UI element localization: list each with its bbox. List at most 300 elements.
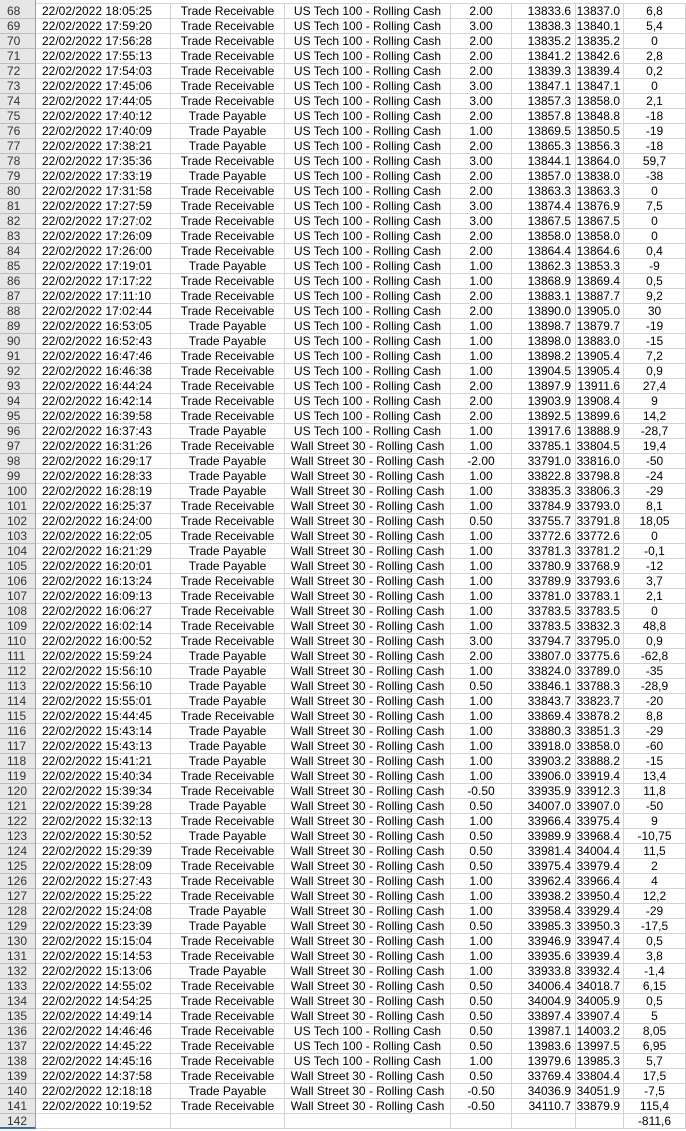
cell-open-price[interactable]: 33946.9 (512, 934, 576, 949)
cell-quantity[interactable]: 1.00 (451, 739, 512, 754)
cell-datetime[interactable]: 22/02/2022 17:27:59 (36, 199, 171, 214)
cell-datetime[interactable]: 22/02/2022 17:26:09 (36, 229, 171, 244)
cell-close-price[interactable]: 33950.3 (576, 919, 624, 934)
cell-type[interactable]: Trade Receivable (171, 1039, 285, 1054)
row-number[interactable]: 96 (0, 424, 36, 439)
cell-close-price[interactable]: 13847.1 (576, 79, 624, 94)
cell-quantity[interactable]: -2.00 (451, 454, 512, 469)
row-number[interactable]: 89 (0, 319, 36, 334)
cell-datetime[interactable]: 22/02/2022 16:52:43 (36, 334, 171, 349)
row-number[interactable]: 133 (0, 979, 36, 994)
cell-type[interactable]: Trade Payable (171, 964, 285, 979)
cell-datetime[interactable]: 22/02/2022 15:30:52 (36, 829, 171, 844)
cell-profit-loss[interactable]: -19 (624, 319, 686, 334)
cell-open-price[interactable]: 13847.1 (512, 79, 576, 94)
cell-datetime[interactable]: 22/02/2022 17:17:22 (36, 274, 171, 289)
cell-open-price[interactable]: 33781.0 (512, 589, 576, 604)
cell-open-price[interactable]: 33772.6 (512, 529, 576, 544)
cell-datetime[interactable]: 22/02/2022 17:59:20 (36, 19, 171, 34)
cell-quantity[interactable]: 1.00 (451, 334, 512, 349)
cell-quantity[interactable]: 1.00 (451, 589, 512, 604)
cell-open-price[interactable]: 34006.4 (512, 979, 576, 994)
cell-profit-loss[interactable]: 0,9 (624, 364, 686, 379)
cell-instrument[interactable]: US Tech 100 - Rolling Cash (285, 274, 451, 289)
cell-profit-loss[interactable]: -18 (624, 139, 686, 154)
cell-quantity[interactable]: 1.00 (451, 1054, 512, 1069)
cell-open-price[interactable]: 13862.3 (512, 259, 576, 274)
cell-close-price[interactable]: 33979.4 (576, 859, 624, 874)
cell-close-price[interactable]: 33781.2 (576, 544, 624, 559)
cell-open-price[interactable]: 13838.3 (512, 19, 576, 34)
cell-profit-loss[interactable]: -19 (624, 124, 686, 139)
cell-instrument[interactable]: US Tech 100 - Rolling Cash (285, 304, 451, 319)
cell-datetime[interactable]: 22/02/2022 16:24:00 (36, 514, 171, 529)
cell-datetime[interactable]: 22/02/2022 15:39:34 (36, 784, 171, 799)
cell-type[interactable]: Trade Receivable (171, 289, 285, 304)
cell-close-price[interactable]: 13887.7 (576, 289, 624, 304)
cell-close-price[interactable]: 13985.3 (576, 1054, 624, 1069)
cell-close-price[interactable]: 34018.7 (576, 979, 624, 994)
cell-close-price[interactable]: 33772.6 (576, 529, 624, 544)
cell-close-price[interactable]: 33791.8 (576, 514, 624, 529)
cell-quantity[interactable]: 3.00 (451, 214, 512, 229)
cell-quantity[interactable]: 2.00 (451, 409, 512, 424)
cell-quantity[interactable]: 2.00 (451, 379, 512, 394)
cell-quantity[interactable]: 1.00 (451, 259, 512, 274)
cell-open-price[interactable]: 34004.9 (512, 994, 576, 1009)
row-number[interactable]: 85 (0, 259, 36, 274)
cell-datetime[interactable]: 22/02/2022 14:46:46 (36, 1024, 171, 1039)
row-number[interactable]: 109 (0, 619, 36, 634)
cell-type[interactable]: Trade Receivable (171, 814, 285, 829)
cell-open-price[interactable]: 33869.4 (512, 709, 576, 724)
row-number[interactable]: 110 (0, 634, 36, 649)
row-number[interactable]: 132 (0, 964, 36, 979)
cell-quantity[interactable]: 1.00 (451, 604, 512, 619)
cell-instrument[interactable]: Wall Street 30 - Rolling Cash (285, 844, 451, 859)
cell-type[interactable]: Trade Receivable (171, 439, 285, 454)
cell-type[interactable]: Trade Payable (171, 829, 285, 844)
row-number[interactable]: 106 (0, 574, 36, 589)
cell-open-price[interactable]: 33966.4 (512, 814, 576, 829)
cell-quantity[interactable]: 0.50 (451, 919, 512, 934)
cell-type[interactable]: Trade Receivable (171, 364, 285, 379)
cell-open-price[interactable]: 33822.8 (512, 469, 576, 484)
cell-profit-loss[interactable]: -1,4 (624, 964, 686, 979)
cell-quantity[interactable]: 3.00 (451, 199, 512, 214)
cell-datetime[interactable]: 22/02/2022 15:59:24 (36, 649, 171, 664)
cell-close-price[interactable]: 13840.1 (576, 19, 624, 34)
cell-datetime[interactable]: 22/02/2022 15:13:06 (36, 964, 171, 979)
cell-close-price[interactable]: 33793.0 (576, 499, 624, 514)
cell-datetime[interactable]: 22/02/2022 15:39:28 (36, 799, 171, 814)
cell-close-price[interactable]: 33879.9 (576, 1099, 624, 1114)
cell-instrument[interactable]: Wall Street 30 - Rolling Cash (285, 964, 451, 979)
cell-profit-loss[interactable]: -10,75 (624, 829, 686, 844)
cell-type[interactable]: Trade Receivable (171, 4, 285, 19)
cell-quantity[interactable]: 1.00 (451, 544, 512, 559)
cell-open-price[interactable]: 13858.0 (512, 229, 576, 244)
cell-open-price[interactable]: 33780.9 (512, 559, 576, 574)
cell-datetime[interactable]: 22/02/2022 17:40:12 (36, 109, 171, 124)
cell-instrument[interactable]: US Tech 100 - Rolling Cash (285, 259, 451, 274)
cell-instrument[interactable]: Wall Street 30 - Rolling Cash (285, 649, 451, 664)
row-number[interactable]: 115 (0, 709, 36, 724)
cell-type[interactable]: Trade Payable (171, 754, 285, 769)
cell-quantity[interactable]: 2.00 (451, 49, 512, 64)
cell-quantity[interactable] (451, 1114, 512, 1129)
cell-instrument[interactable]: Wall Street 30 - Rolling Cash (285, 784, 451, 799)
cell-close-price[interactable]: 33907.0 (576, 799, 624, 814)
cell-instrument[interactable]: Wall Street 30 - Rolling Cash (285, 634, 451, 649)
row-number[interactable]: 100 (0, 484, 36, 499)
cell-instrument[interactable]: Wall Street 30 - Rolling Cash (285, 679, 451, 694)
cell-profit-loss[interactable]: 0,4 (624, 244, 686, 259)
cell-datetime[interactable]: 22/02/2022 16:53:05 (36, 319, 171, 334)
cell-datetime[interactable]: 22/02/2022 14:55:02 (36, 979, 171, 994)
cell-instrument[interactable]: Wall Street 30 - Rolling Cash (285, 709, 451, 724)
cell-open-price[interactable] (512, 1114, 576, 1129)
cell-instrument[interactable]: Wall Street 30 - Rolling Cash (285, 499, 451, 514)
cell-open-price[interactable]: 34110.7 (512, 1099, 576, 1114)
cell-close-price[interactable]: 13853.3 (576, 259, 624, 274)
cell-open-price[interactable]: 33846.1 (512, 679, 576, 694)
cell-close-price[interactable]: 13848.8 (576, 109, 624, 124)
cell-open-price[interactable]: 13987.1 (512, 1024, 576, 1039)
cell-instrument[interactable]: Wall Street 30 - Rolling Cash (285, 829, 451, 844)
cell-instrument[interactable]: US Tech 100 - Rolling Cash (285, 19, 451, 34)
cell-datetime[interactable]: 22/02/2022 16:22:05 (36, 529, 171, 544)
cell-quantity[interactable]: 2.00 (451, 229, 512, 244)
cell-close-price[interactable]: 13899.6 (576, 409, 624, 424)
cell-profit-loss[interactable]: 27,4 (624, 379, 686, 394)
cell-type[interactable]: Trade Payable (171, 664, 285, 679)
cell-open-price[interactable]: 13863.3 (512, 184, 576, 199)
cell-type[interactable]: Trade Receivable (171, 394, 285, 409)
cell-instrument[interactable]: Wall Street 30 - Rolling Cash (285, 1099, 451, 1114)
cell-close-price[interactable]: 33783.1 (576, 589, 624, 604)
cell-close-price[interactable]: 13838.0 (576, 169, 624, 184)
row-number[interactable]: 76 (0, 124, 36, 139)
cell-open-price[interactable]: 34007.0 (512, 799, 576, 814)
cell-profit-loss[interactable]: 0,9 (624, 634, 686, 649)
cell-type[interactable]: Trade Receivable (171, 214, 285, 229)
cell-open-price[interactable]: 33989.9 (512, 829, 576, 844)
cell-profit-loss[interactable]: 2,8 (624, 49, 686, 64)
cell-instrument[interactable]: Wall Street 30 - Rolling Cash (285, 454, 451, 469)
cell-instrument[interactable]: US Tech 100 - Rolling Cash (285, 64, 451, 79)
cell-instrument[interactable]: Wall Street 30 - Rolling Cash (285, 694, 451, 709)
cell-datetime[interactable]: 22/02/2022 15:24:08 (36, 904, 171, 919)
row-number[interactable]: 122 (0, 814, 36, 829)
cell-quantity[interactable]: 1.00 (451, 709, 512, 724)
cell-instrument[interactable]: US Tech 100 - Rolling Cash (285, 334, 451, 349)
row-number[interactable]: 126 (0, 874, 36, 889)
cell-profit-loss[interactable]: -24 (624, 469, 686, 484)
cell-instrument[interactable]: Wall Street 30 - Rolling Cash (285, 439, 451, 454)
cell-quantity[interactable]: 2.00 (451, 169, 512, 184)
cell-close-price[interactable]: 33912.3 (576, 784, 624, 799)
cell-close-price[interactable]: 33804.5 (576, 439, 624, 454)
cell-datetime[interactable]: 22/02/2022 16:28:19 (36, 484, 171, 499)
cell-type[interactable]: Trade Receivable (171, 64, 285, 79)
cell-quantity[interactable]: 2.00 (451, 64, 512, 79)
cell-close-price[interactable]: 33929.4 (576, 904, 624, 919)
cell-datetime[interactable]: 22/02/2022 17:33:19 (36, 169, 171, 184)
cell-instrument[interactable]: US Tech 100 - Rolling Cash (285, 424, 451, 439)
cell-quantity[interactable]: 1.00 (451, 949, 512, 964)
cell-open-price[interactable]: 33962.4 (512, 874, 576, 889)
cell-type[interactable]: Trade Receivable (171, 379, 285, 394)
cell-profit-loss[interactable]: 0 (624, 229, 686, 244)
cell-open-price[interactable]: 13844.1 (512, 154, 576, 169)
row-number[interactable]: 114 (0, 694, 36, 709)
cell-open-price[interactable]: 33791.0 (512, 454, 576, 469)
cell-datetime[interactable]: 22/02/2022 15:23:39 (36, 919, 171, 934)
cell-open-price[interactable]: 33958.4 (512, 904, 576, 919)
cell-profit-loss[interactable]: 9 (624, 814, 686, 829)
cell-profit-loss[interactable]: -9 (624, 259, 686, 274)
cell-close-price[interactable]: 33768.9 (576, 559, 624, 574)
cell-profit-loss[interactable]: -12 (624, 559, 686, 574)
cell-profit-loss[interactable]: 8,8 (624, 709, 686, 724)
cell-quantity[interactable]: 1.00 (451, 559, 512, 574)
cell-datetime[interactable]: 22/02/2022 18:05:25 (36, 4, 171, 19)
cell-quantity[interactable]: 1.00 (451, 964, 512, 979)
cell-quantity[interactable]: 1.00 (451, 889, 512, 904)
cell-close-price[interactable]: 33789.0 (576, 664, 624, 679)
cell-close-price[interactable]: 13837.0 (576, 4, 624, 19)
cell-close-price[interactable]: 33968.4 (576, 829, 624, 844)
cell-type[interactable]: Trade Receivable (171, 634, 285, 649)
cell-profit-loss[interactable]: -28,9 (624, 679, 686, 694)
cell-datetime[interactable]: 22/02/2022 15:41:21 (36, 754, 171, 769)
cell-instrument[interactable]: US Tech 100 - Rolling Cash (285, 4, 451, 19)
cell-type[interactable]: Trade Payable (171, 679, 285, 694)
cell-datetime[interactable]: 22/02/2022 15:55:01 (36, 694, 171, 709)
row-number[interactable]: 101 (0, 499, 36, 514)
cell-instrument[interactable]: US Tech 100 - Rolling Cash (285, 49, 451, 64)
cell-open-price[interactable]: 13892.5 (512, 409, 576, 424)
cell-quantity[interactable]: 0.50 (451, 844, 512, 859)
cell-instrument[interactable]: US Tech 100 - Rolling Cash (285, 364, 451, 379)
cell-open-price[interactable]: 13979.6 (512, 1054, 576, 1069)
cell-profit-loss[interactable]: -50 (624, 454, 686, 469)
cell-profit-loss[interactable]: -35 (624, 664, 686, 679)
cell-type[interactable]: Trade Payable (171, 694, 285, 709)
cell-open-price[interactable]: 13857.8 (512, 109, 576, 124)
cell-instrument[interactable]: Wall Street 30 - Rolling Cash (285, 904, 451, 919)
cell-profit-loss[interactable]: 59,7 (624, 154, 686, 169)
cell-profit-loss[interactable]: 0 (624, 34, 686, 49)
cell-quantity[interactable]: 2.00 (451, 289, 512, 304)
cell-profit-loss[interactable]: -62,8 (624, 649, 686, 664)
cell-datetime[interactable]: 22/02/2022 17:56:28 (36, 34, 171, 49)
cell-open-price[interactable]: 33903.2 (512, 754, 576, 769)
cell-profit-loss[interactable]: 115,4 (624, 1099, 686, 1114)
cell-open-price[interactable]: 13864.4 (512, 244, 576, 259)
cell-close-price[interactable]: 33804.4 (576, 1069, 624, 1084)
cell-datetime[interactable]: 22/02/2022 15:56:10 (36, 679, 171, 694)
cell-instrument[interactable]: US Tech 100 - Rolling Cash (285, 214, 451, 229)
cell-profit-loss[interactable]: 0 (624, 79, 686, 94)
row-number[interactable]: 124 (0, 844, 36, 859)
cell-quantity[interactable]: 0.50 (451, 829, 512, 844)
cell-quantity[interactable]: -0.50 (451, 1084, 512, 1099)
cell-open-price[interactable]: 33785.1 (512, 439, 576, 454)
cell-instrument[interactable]: US Tech 100 - Rolling Cash (285, 79, 451, 94)
cell-open-price[interactable]: 33824.0 (512, 664, 576, 679)
cell-datetime[interactable]: 22/02/2022 16:25:37 (36, 499, 171, 514)
cell-profit-loss[interactable]: 19,4 (624, 439, 686, 454)
cell-close-price[interactable]: 13864.6 (576, 244, 624, 259)
cell-close-price[interactable]: 33795.0 (576, 634, 624, 649)
cell-profit-loss[interactable]: 0,5 (624, 934, 686, 949)
cell-close-price[interactable]: 33816.0 (576, 454, 624, 469)
cell-quantity[interactable]: 0.50 (451, 514, 512, 529)
row-number[interactable]: 136 (0, 1024, 36, 1039)
cell-open-price[interactable]: 33933.8 (512, 964, 576, 979)
row-number[interactable]: 119 (0, 769, 36, 784)
cell-quantity[interactable]: 3.00 (451, 19, 512, 34)
cell-close-price[interactable]: 33788.3 (576, 679, 624, 694)
cell-open-price[interactable]: 33938.2 (512, 889, 576, 904)
row-number[interactable]: 127 (0, 889, 36, 904)
cell-close-price[interactable]: 33947.4 (576, 934, 624, 949)
cell-quantity[interactable]: 1.00 (451, 874, 512, 889)
cell-profit-loss[interactable]: 7,5 (624, 199, 686, 214)
cell-close-price[interactable]: 33775.6 (576, 649, 624, 664)
cell-instrument[interactable]: Wall Street 30 - Rolling Cash (285, 979, 451, 994)
cell-quantity[interactable]: 1.00 (451, 754, 512, 769)
cell-type[interactable]: Trade Receivable (171, 244, 285, 259)
cell-close-price[interactable]: 13835.2 (576, 34, 624, 49)
cell-quantity[interactable]: 0.50 (451, 1009, 512, 1024)
cell-datetime[interactable]: 22/02/2022 17:26:00 (36, 244, 171, 259)
cell-instrument[interactable]: Wall Street 30 - Rolling Cash (285, 514, 451, 529)
cell-datetime[interactable]: 22/02/2022 16:44:24 (36, 379, 171, 394)
cell-instrument[interactable]: US Tech 100 - Rolling Cash (285, 319, 451, 334)
row-number[interactable]: 83 (0, 229, 36, 244)
cell-instrument[interactable]: US Tech 100 - Rolling Cash (285, 1039, 451, 1054)
cell-instrument[interactable]: US Tech 100 - Rolling Cash (285, 394, 451, 409)
cell-datetime[interactable]: 22/02/2022 17:40:09 (36, 124, 171, 139)
cell-quantity[interactable]: 1.00 (451, 124, 512, 139)
cell-datetime[interactable]: 22/02/2022 14:49:14 (36, 1009, 171, 1024)
cell-close-price[interactable]: 33793.6 (576, 574, 624, 589)
row-number[interactable]: 112 (0, 664, 36, 679)
cell-close-price[interactable]: 13864.0 (576, 154, 624, 169)
cell-datetime[interactable]: 22/02/2022 15:43:13 (36, 739, 171, 754)
cell-close-price[interactable]: 34004.4 (576, 844, 624, 859)
cell-datetime[interactable]: 22/02/2022 17:38:21 (36, 139, 171, 154)
row-number[interactable]: 84 (0, 244, 36, 259)
cell-profit-loss[interactable]: 11,5 (624, 844, 686, 859)
cell-quantity[interactable]: 0.50 (451, 1069, 512, 1084)
row-number[interactable]: 86 (0, 274, 36, 289)
row-number[interactable]: 70 (0, 34, 36, 49)
cell-close-price[interactable]: 33919.4 (576, 769, 624, 784)
cell-instrument[interactable]: US Tech 100 - Rolling Cash (285, 229, 451, 244)
cell-type[interactable]: Trade Receivable (171, 1099, 285, 1114)
cell-instrument[interactable]: Wall Street 30 - Rolling Cash (285, 919, 451, 934)
cell-close-price[interactable]: 13905.4 (576, 349, 624, 364)
cell-profit-loss[interactable]: 0,5 (624, 274, 686, 289)
cell-quantity[interactable]: 1.00 (451, 319, 512, 334)
row-number[interactable]: 99 (0, 469, 36, 484)
cell-instrument[interactable]: Wall Street 30 - Rolling Cash (285, 874, 451, 889)
cell-open-price[interactable]: 34036.9 (512, 1084, 576, 1099)
cell-quantity[interactable]: 2.00 (451, 244, 512, 259)
cell-open-price[interactable]: 13983.6 (512, 1039, 576, 1054)
cell-datetime[interactable]: 22/02/2022 16:42:14 (36, 394, 171, 409)
row-number[interactable]: 80 (0, 184, 36, 199)
cell-instrument[interactable]: US Tech 100 - Rolling Cash (285, 379, 451, 394)
cell-profit-loss[interactable]: 11,8 (624, 784, 686, 799)
cell-quantity[interactable]: 2.00 (451, 4, 512, 19)
row-number[interactable]: 79 (0, 169, 36, 184)
cell-quantity[interactable]: 1.00 (451, 424, 512, 439)
cell-type[interactable]: Trade Payable (171, 799, 285, 814)
row-number[interactable]: 128 (0, 904, 36, 919)
cell-datetime[interactable]: 22/02/2022 14:54:25 (36, 994, 171, 1009)
row-number[interactable]: 131 (0, 949, 36, 964)
cell-datetime[interactable]: 22/02/2022 17:55:13 (36, 49, 171, 64)
row-number[interactable]: 139 (0, 1069, 36, 1084)
cell-quantity[interactable]: 0.50 (451, 859, 512, 874)
cell-datetime[interactable]: 22/02/2022 16:02:14 (36, 619, 171, 634)
cell-quantity[interactable]: 2.00 (451, 34, 512, 49)
cell-datetime[interactable] (36, 1114, 171, 1129)
row-number[interactable]: 77 (0, 139, 36, 154)
cell-type[interactable]: Trade Payable (171, 424, 285, 439)
cell-datetime[interactable]: 22/02/2022 14:45:16 (36, 1054, 171, 1069)
cell-close-price[interactable]: 34051.9 (576, 1084, 624, 1099)
row-number[interactable]: 137 (0, 1039, 36, 1054)
cell-quantity[interactable]: 2.00 (451, 139, 512, 154)
cell-open-price[interactable]: 33807.0 (512, 649, 576, 664)
cell-quantity[interactable]: 2.00 (451, 649, 512, 664)
cell-datetime[interactable]: 22/02/2022 16:28:33 (36, 469, 171, 484)
cell-type[interactable]: Trade Receivable (171, 769, 285, 784)
cell-profit-loss[interactable]: -29 (624, 484, 686, 499)
cell-datetime[interactable]: 22/02/2022 17:02:44 (36, 304, 171, 319)
cell-profit-loss[interactable]: -29 (624, 724, 686, 739)
cell-close-price[interactable]: 13905.4 (576, 364, 624, 379)
cell-quantity[interactable]: 1.00 (451, 349, 512, 364)
cell-open-price[interactable]: 13868.9 (512, 274, 576, 289)
cell-quantity[interactable]: 1.00 (451, 499, 512, 514)
cell-close-price[interactable]: 34005.9 (576, 994, 624, 1009)
cell-profit-loss[interactable]: 2,1 (624, 589, 686, 604)
row-number[interactable]: 73 (0, 79, 36, 94)
cell-close-price[interactable]: 33975.4 (576, 814, 624, 829)
cell-type[interactable]: Trade Payable (171, 1084, 285, 1099)
cell-datetime[interactable]: 22/02/2022 16:37:43 (36, 424, 171, 439)
cell-profit-loss[interactable]: -60 (624, 739, 686, 754)
cell-datetime[interactable]: 22/02/2022 16:47:46 (36, 349, 171, 364)
row-number[interactable]: 118 (0, 754, 36, 769)
cell-type[interactable]: Trade Receivable (171, 304, 285, 319)
cell-instrument[interactable]: US Tech 100 - Rolling Cash (285, 34, 451, 49)
row-number[interactable]: 142 (0, 1114, 36, 1129)
cell-profit-loss[interactable]: 0,2 (624, 64, 686, 79)
cell-type[interactable]: Trade Receivable (171, 604, 285, 619)
cell-quantity[interactable]: 1.00 (451, 619, 512, 634)
cell-close-price[interactable]: 13858.0 (576, 229, 624, 244)
cell-close-price[interactable]: 33932.4 (576, 964, 624, 979)
row-number[interactable]: 104 (0, 544, 36, 559)
